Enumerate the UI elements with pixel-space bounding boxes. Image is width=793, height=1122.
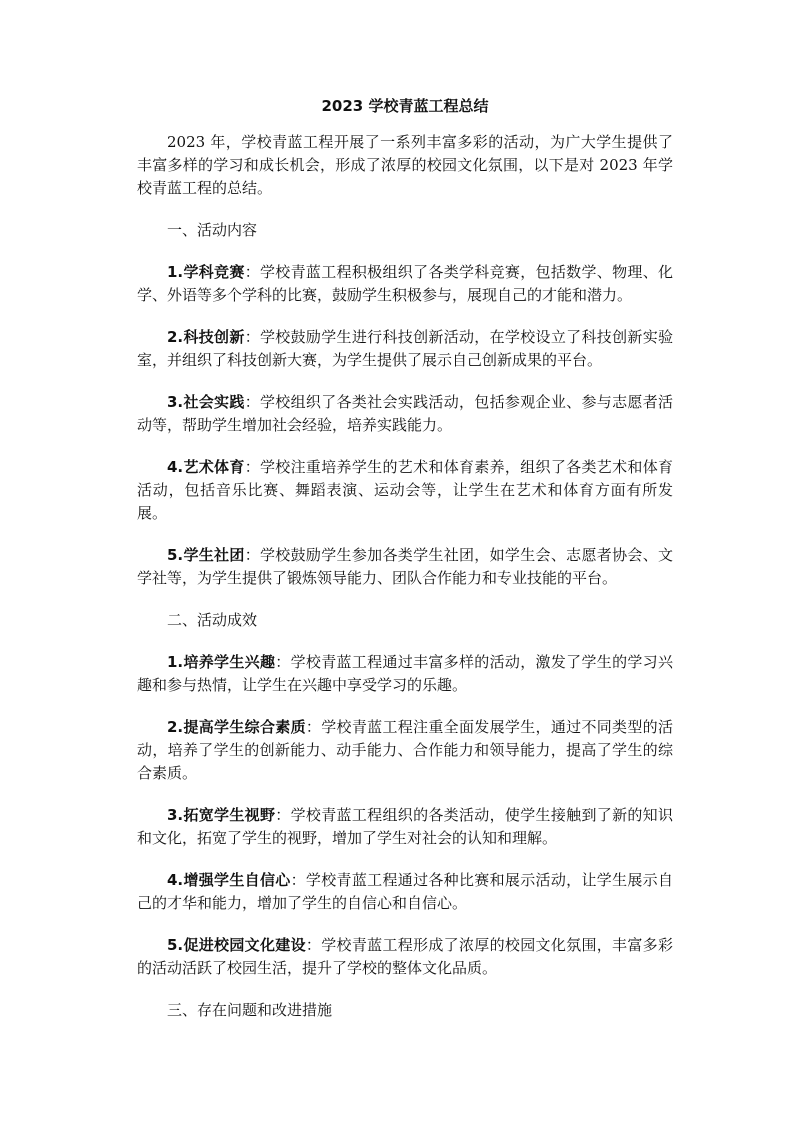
list-item xyxy=(137,456,673,525)
item-text: ：学校青蓝工程注重全面发展学生，通过不同类型的活动，培养了学生的创新能力、动手能力、合作能力和领导能力，提高了学生的综合素质。 xyxy=(137,718,673,782)
item-lead: 3.拓宽学生视野 xyxy=(167,806,276,824)
document-body xyxy=(137,96,673,1041)
item-text: ：学校青蓝工程形成了浓厚的校园文化氛围，丰富多彩的活动活跃了校园生活，提升了学校的整体文化品质。 xyxy=(137,936,673,977)
item-lead: 5.促进校园文化建设 xyxy=(167,936,306,954)
section-results xyxy=(137,609,673,980)
item-lead: 1.学科竞赛 xyxy=(167,263,245,281)
intro-paragraph: 2023 年，学校青蓝工程开展了一系列丰富多彩的活动，为广大学生提供了丰富多样的学习和成长机会，形成了浓厚的校园文化氛围，以下是对 2023 年学校青蓝工程的总结。 xyxy=(137,133,673,197)
list-item xyxy=(137,804,673,850)
item-text: ：学校青蓝工程积极组织了各类学科竞赛，包括数学、物理、化学、外语等多个学科的比赛，鼓励学生积极参与，展现自己的才能和潜力。 xyxy=(137,263,673,304)
item-text: ：学校组织了各类社会实践活动，包括参观企业、参与志愿者活动等，帮助学生增加社会经验，培养实践能力。 xyxy=(137,393,673,434)
item-text: ：学校鼓励学生参加各类学生社团，如学生会、志愿者协会、文学社等，为学生提供了锻炼领导能力、团队合作能力和专业技能的平台。 xyxy=(137,546,673,587)
item-lead: 4.增强学生自信心 xyxy=(167,871,291,889)
item-text: ：学校注重培养学生的艺术和体育素养，组织了各类艺术和体育活动，包括音乐比赛、舞蹈表演、运动会等，让学生在艺术和体育方面有所发展。 xyxy=(137,458,673,522)
list-item xyxy=(137,544,673,590)
list-item xyxy=(137,326,673,372)
list-item xyxy=(137,651,673,697)
item-lead: 3.社会实践 xyxy=(167,393,245,411)
item-text: ：学校青蓝工程通过丰富多样的活动，激发了学生的学习兴趣和参与热情，让学生在兴趣中享受学习的乐趣。 xyxy=(137,653,673,694)
item-text: ：学校青蓝工程通过各种比赛和展示活动，让学生展示自己的才华和能力，增加了学生的自信心和自信心。 xyxy=(137,871,673,912)
item-lead: 5.学生社团 xyxy=(167,546,245,564)
section-heading: 一、活动内容 xyxy=(167,221,258,239)
section-heading: 三、存在问题和改进措施 xyxy=(167,1001,333,1019)
item-text: ：学校鼓励学生进行科技创新活动，在学校设立了科技创新实验室，并组织了科技创新大赛，为学生提供了展示自己创新成果的平台。 xyxy=(137,328,673,369)
item-lead: 4.艺术体育 xyxy=(167,458,245,476)
item-lead: 2.提高学生综合素质 xyxy=(167,718,306,736)
list-item xyxy=(137,716,673,785)
list-item xyxy=(137,391,673,437)
list-item xyxy=(137,261,673,307)
list-item xyxy=(137,869,673,915)
section-issues xyxy=(137,999,673,1022)
document-title: 2023 学校青蓝工程总结 xyxy=(321,97,489,115)
item-lead: 2.科技创新 xyxy=(167,328,245,346)
item-text: ：学校青蓝工程组织的各类活动，使学生接触到了新的知识和文化，拓宽了学生的视野，增加了学生对社会的认知和理解。 xyxy=(137,806,673,847)
section-heading: 二、活动成效 xyxy=(167,611,258,629)
section-activities xyxy=(137,219,673,590)
item-lead: 1.培养学生兴趣 xyxy=(167,653,276,671)
list-item xyxy=(137,934,673,980)
